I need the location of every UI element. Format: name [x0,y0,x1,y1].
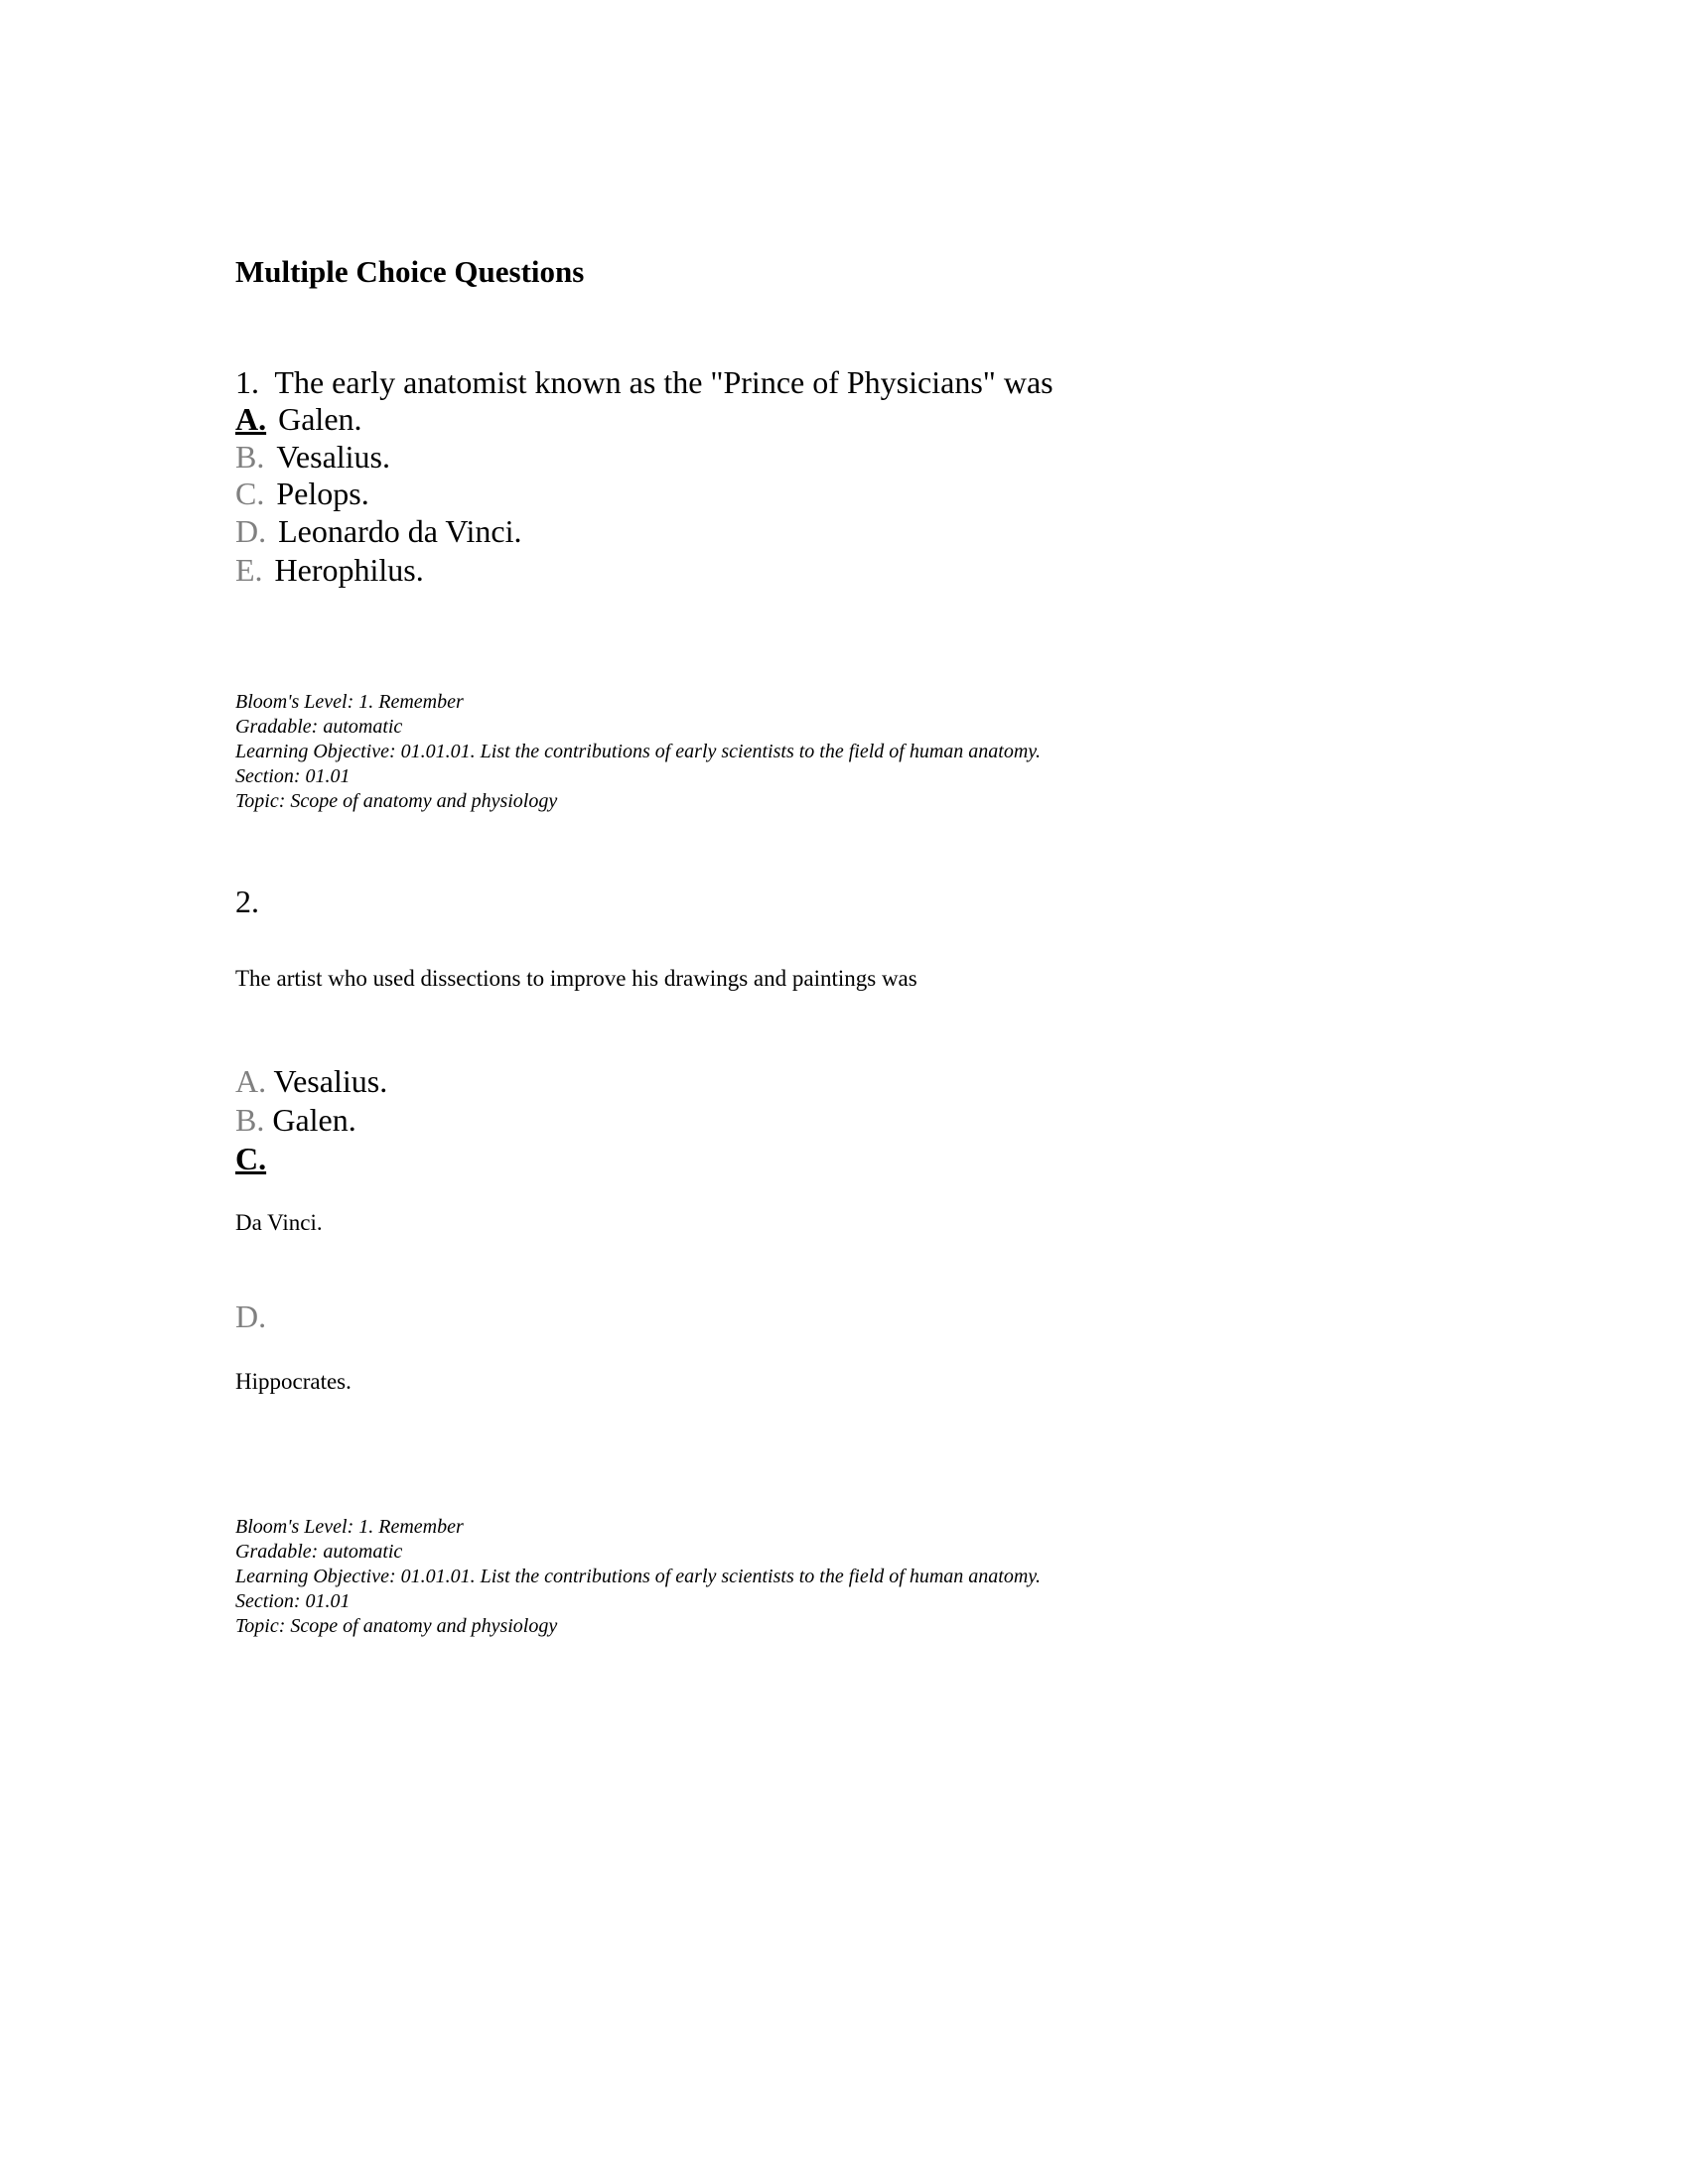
q1-option-c [235,478,369,509]
option-letter: A. [235,401,267,437]
option-letter: B. [235,439,265,475]
q2-meta-topic: Topic: Scope of anatomy and physiology [235,1615,558,1637]
q2-option-c-text: Da Vinci. [235,1210,323,1235]
q2-option-d-text: Hippocrates. [235,1369,352,1394]
q1-meta-objective: Learning Objective: 01.01.01. List the contributions of early scientists to the field of human anatomy. [235,741,1042,762]
option-letter: D. [235,513,267,549]
page-title: Multiple Choice Questions [235,254,585,289]
question-1 [235,366,1054,398]
q1-option-d [235,515,522,547]
option-text: Vesalius. [276,439,390,475]
question-2-text: The artist who used dissections to improve his drawings and paintings was [235,966,917,991]
q2-option-d-letter: D. [235,1298,267,1334]
option-letter: E. [235,552,263,588]
option-text: Herophilus. [274,552,424,588]
option-letter: B. [235,1102,265,1138]
q1-option-b [235,441,390,473]
option-text: Galen. [272,1102,356,1138]
q1-option-e [235,554,424,586]
q1-meta-gradable: Gradable: automatic [235,716,403,738]
q1-meta-topic: Topic: Scope of anatomy and physiology [235,790,558,812]
option-text: Galen. [278,401,362,437]
q1-meta-blooms: Bloom's Level: 1. Remember [235,691,464,713]
option-text: Pelops. [276,476,369,511]
option-letter: A. [235,1063,267,1099]
option-letter: C. [235,476,265,511]
q2-option-b [235,1104,356,1136]
q2-meta-objective: Learning Objective: 01.01.01. List the contributions of early scientists to the field of human anatomy. [235,1566,1042,1587]
q2-option-c-letter: C. [235,1141,267,1176]
q2-meta-section: Section: 01.01 [235,1590,351,1612]
question-number: 1. [235,364,259,400]
q2-option-a [235,1065,387,1097]
q1-option-a [235,403,362,435]
option-text: Leonardo da Vinci. [278,513,522,549]
q2-meta-gradable: Gradable: automatic [235,1541,403,1563]
question-2-number: 2. [235,884,259,919]
option-text: Vesalius. [273,1063,388,1099]
q1-meta-section: Section: 01.01 [235,765,351,787]
q2-meta-blooms: Bloom's Level: 1. Remember [235,1516,464,1538]
question-text: The early anatomist known as the "Prince of Physicians" was [274,364,1054,400]
